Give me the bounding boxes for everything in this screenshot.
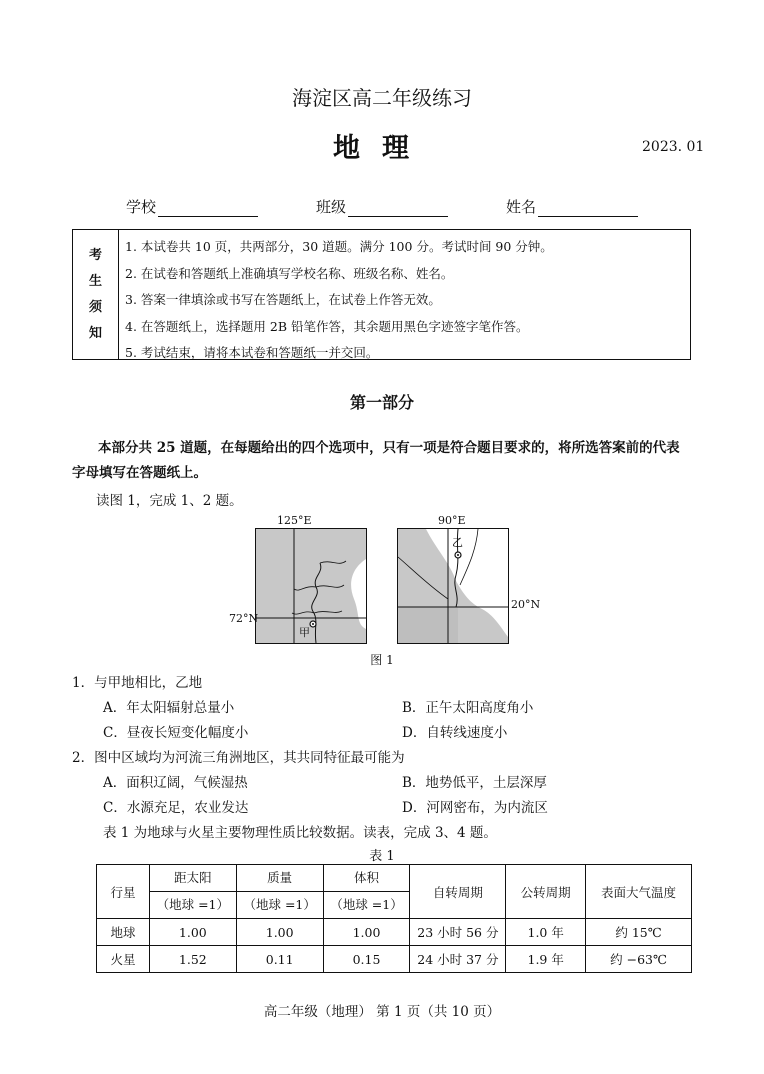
right-map-place-label: 乙 xyxy=(452,536,463,549)
question-2-stem: 2．图中区域均为河流三角洲地区，其共同特征最可能为 xyxy=(72,750,405,766)
table-header-cell: 质量 （地球 =1） xyxy=(236,865,323,919)
subject-title: 地理 xyxy=(333,133,431,164)
table-cell: 23 小时 56 分 xyxy=(410,919,506,946)
left-map-lon-label: 125°E xyxy=(277,514,312,527)
table-cell: 1.9 年 xyxy=(506,946,586,973)
name-label: 姓名 xyxy=(506,198,537,216)
table-prompt: 表 1 为地球与火星主要物理性质比较数据。读表，完成 3、4 题。 xyxy=(103,825,497,841)
table-header-cell: 距太阳 （地球 =1） xyxy=(149,865,236,919)
table-row xyxy=(97,919,692,946)
read-prompt: 读图 1，完成 1、2 题。 xyxy=(96,493,243,509)
exam-notice-box xyxy=(72,229,691,360)
question-2-option-b: B．地势低平，土层深厚 xyxy=(402,775,547,791)
table1-caption: 表 1 xyxy=(369,849,395,864)
school-label: 学校 xyxy=(126,198,157,216)
notice-items xyxy=(125,234,553,367)
table-cell: 约 15℃ xyxy=(586,919,692,946)
table-cell: 1.00 xyxy=(236,919,323,946)
exam-title: 海淀区高二年级练习 xyxy=(292,86,472,110)
figure1-caption: 图 1 xyxy=(370,653,394,667)
question-1-option-c: C．昼夜长短变化幅度小 xyxy=(103,725,249,741)
table-cell: 1.52 xyxy=(149,946,236,973)
table-cell: 24 小时 37 分 xyxy=(410,946,506,973)
class-label: 班级 xyxy=(316,198,347,216)
notice-item: 2. 在试卷和答题纸上准确填写学校名称、班级名称、姓名。 xyxy=(125,265,454,281)
notice-item: 1. 本试卷共 10 页，共两部分，30 道题。满分 100 分。考试时间 90 分钟。 xyxy=(125,239,553,254)
table-cell: 1.00 xyxy=(149,919,236,946)
table-header-cell: 表面大气温度 xyxy=(586,865,692,919)
table-cell: 1.0 年 xyxy=(506,919,586,946)
table-cell: 0.11 xyxy=(236,946,323,973)
notice-item: 3. 答案一律填涂或书写在答题纸上，在试卷上作答无效。 xyxy=(125,292,441,307)
table-cell: 地球 xyxy=(97,919,150,946)
exam-date: 2023. 01 xyxy=(642,139,705,155)
table-header-row xyxy=(97,865,692,919)
table-row xyxy=(97,946,692,973)
school-blank[interactable] xyxy=(158,200,258,217)
table-cell: 0.15 xyxy=(323,946,410,973)
question-2-option-c: C．水源充足，农业发达 xyxy=(103,800,249,816)
name-blank[interactable] xyxy=(538,200,638,217)
notice-item: 5. 考试结束，请将本试卷和答题纸一并交回。 xyxy=(125,345,379,360)
table-cell: 1.00 xyxy=(323,919,410,946)
page-footer: 高二年级（地理） 第 1 页（共 10 页） xyxy=(263,1004,501,1020)
notice-item: 4. 在答题纸上，选择题用 2B 铅笔作答，其余题用黑色字迹签字笔作答。 xyxy=(125,318,529,334)
table-header-cell: 行星 xyxy=(97,865,150,919)
section-intro: 本部分共 25 道题，在每题给出的四个选项中，只有一项是符合题目要求的，将所选答案前的代表字母填写在答题纸上。 xyxy=(72,440,680,481)
table-header-cell: 体积 （地球 =1） xyxy=(323,865,410,919)
left-map-place-label: 甲 xyxy=(299,626,310,639)
school-field xyxy=(126,196,258,217)
notice-side-label: 考 生 须 知 xyxy=(73,230,119,359)
table-cell: 火星 xyxy=(97,946,150,973)
question-1-option-b: B．正午太阳高度角小 xyxy=(402,700,534,716)
table-header-cell: 自转周期 xyxy=(410,865,506,919)
question-1-option-d: D．自转线速度小 xyxy=(402,725,508,741)
class-blank[interactable] xyxy=(348,200,448,217)
right-map-lat-label: 20°N xyxy=(511,598,541,611)
question-2-option-a: A．面积辽阔，气候湿热 xyxy=(103,775,248,791)
left-delta-map xyxy=(255,528,367,644)
right-map-lon-label: 90°E xyxy=(438,514,466,527)
name-field xyxy=(506,196,638,217)
question-1-stem: 1．与甲地相比，乙地 xyxy=(72,675,203,691)
question-1-option-a: A．年太阳辐射总量小 xyxy=(103,700,235,716)
class-field xyxy=(316,196,448,217)
left-map-lat-label: 72°N xyxy=(229,612,259,625)
question-2-option-d: D．河网密布，为内流区 xyxy=(402,800,548,816)
section-title: 第一部分 xyxy=(349,393,414,412)
table-cell: 约 −63℃ xyxy=(586,946,692,973)
table-header-cell: 公转周期 xyxy=(506,865,586,919)
planet-comparison-table xyxy=(96,864,692,973)
